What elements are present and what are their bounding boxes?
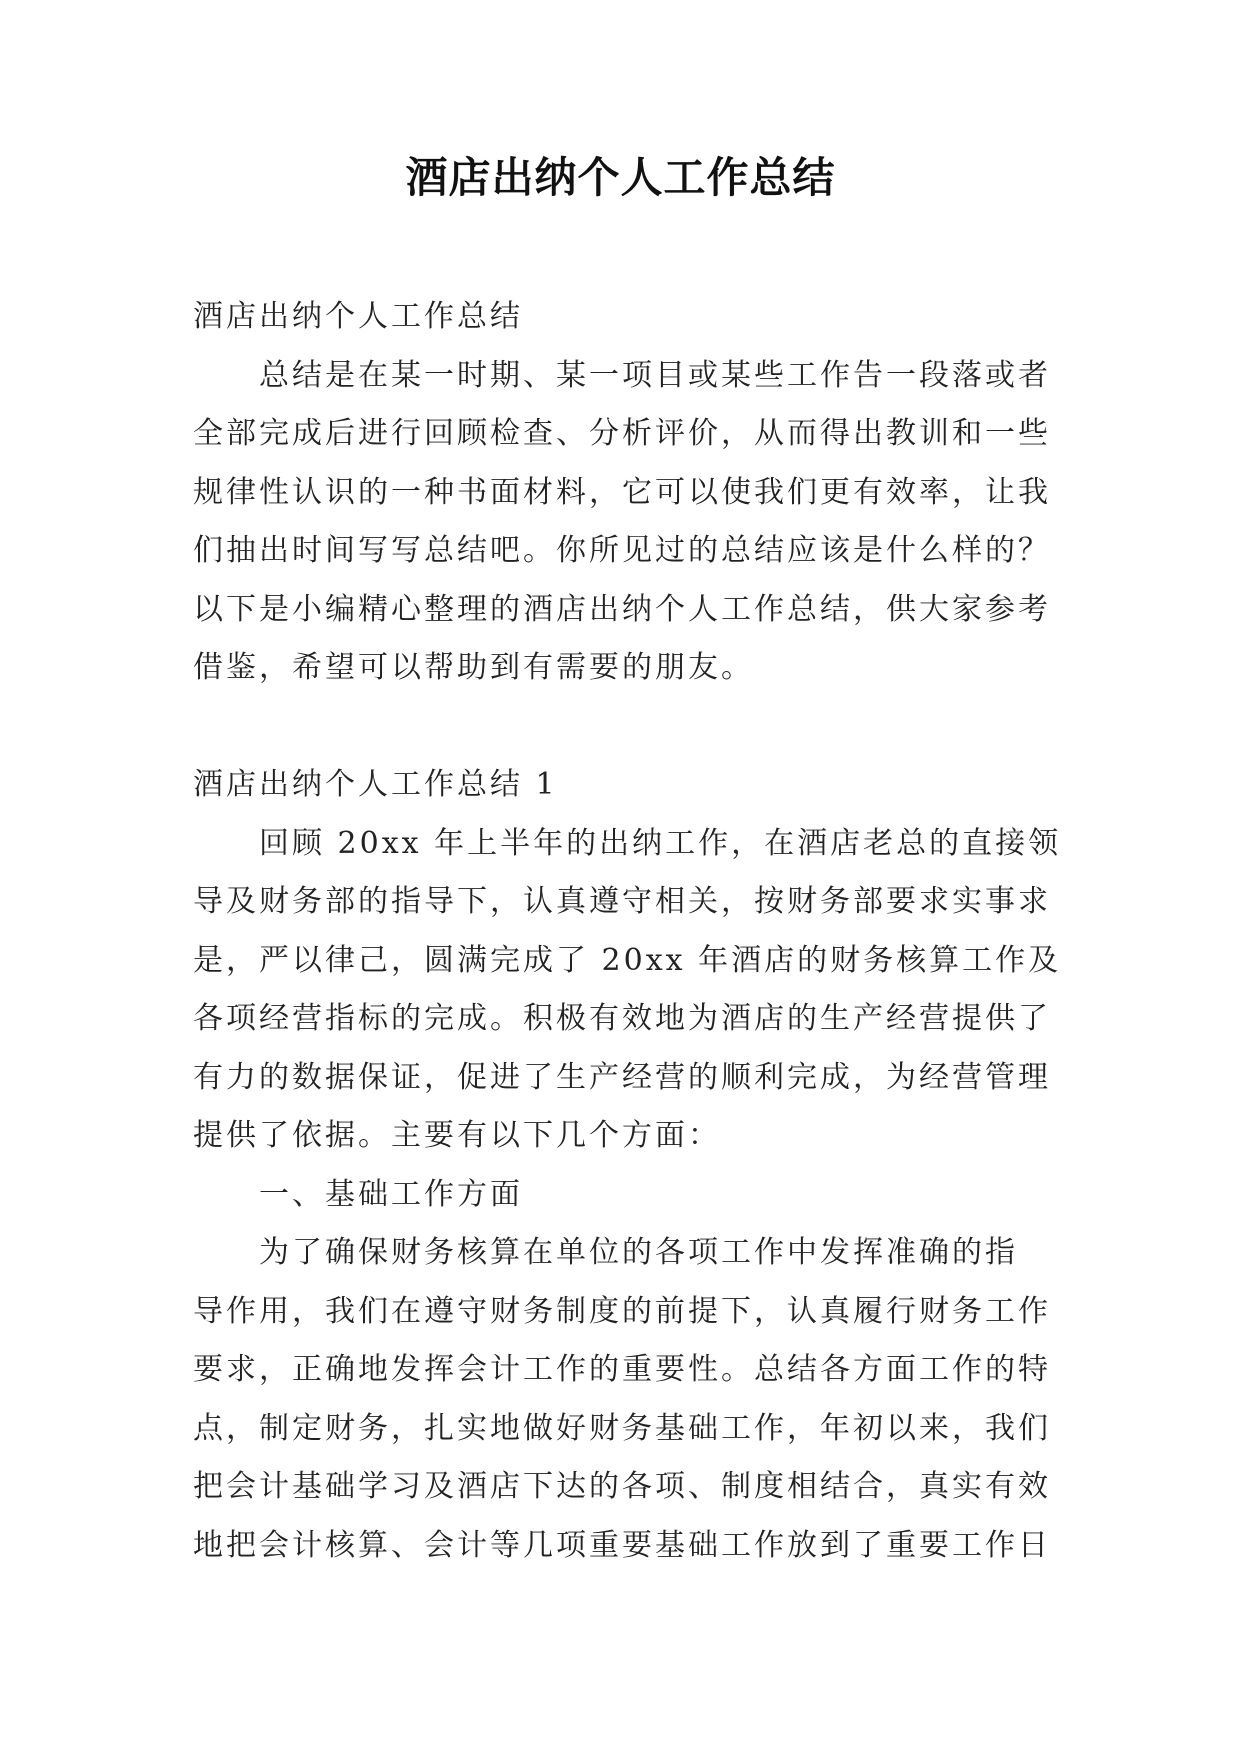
document-subtitle: 酒店出纳个人工作总结 (193, 299, 523, 334)
intro-line-1: 总结是在某一时期、某一项目或某些工作告一段落或者 (259, 357, 1051, 393)
intro-line-3: 规律性认识的一种书面材料，它可以使我们更有效率，让我 (193, 474, 1051, 510)
section-1-heading: 酒店出纳个人工作总结 1 (193, 767, 558, 802)
section-1-line-2: 导及财务部的指导下，认真遵守相关，按财务部要求实事求 (193, 884, 1051, 919)
subsection-1-line-4: 点，制定财务，扎实地做好财务基础工作，年初以来，我们 (193, 1410, 1051, 1446)
subsection-1-line-6: 地把会计核算、会计等几项重要基础工作放到了重要工作日 (193, 1527, 1051, 1563)
intro-line-6: 借鉴，希望可以帮助到有需要的朋友。 (193, 650, 754, 685)
section-1-line-5: 有力的数据保证，促进了生产经营的顺利完成，为经营管理 (193, 1059, 1051, 1095)
subsection-1-line-1: 为了确保财务核算在单位的各项工作中发挥准确的指 (259, 1235, 1018, 1270)
intro-line-5: 以下是小编精心整理的酒店出纳个人工作总结，供大家参考 (193, 591, 1051, 627)
document-body (193, 288, 1062, 1575)
intro-line-2: 全部完成后进行回顾检查、分析评价，从而得出教训和一些 (193, 416, 1051, 451)
subsection-1-line-5: 把会计基础学习及酒店下达的各项、制度相结合，真实有效 (193, 1469, 1051, 1504)
paragraph-gap (193, 698, 1053, 757)
subsection-1-line-2: 导作用，我们在遵守财务制度的前提下，认真履行财务工作 (193, 1293, 1051, 1329)
intro-line-4: 们抽出时间写写总结吧。你所见过的总结应该是什么样的？ (193, 533, 1051, 568)
subsection-1-line-3: 要求，正确地发挥会计工作的重要性。总结各方面工作的特 (193, 1352, 1051, 1387)
subheading-basic-work: 一、基础工作方面 (259, 1176, 523, 1212)
section-1-line-6: 提供了依据。主要有以下几个方面： (193, 1118, 721, 1153)
document-title: 酒店出纳个人工作总结 (405, 153, 836, 202)
section-1-line-1: 回顾 20xx 年上半年的出纳工作，在酒店老总的直接领 (259, 825, 1062, 861)
section-1-line-4: 各项经营指标的完成。积极有效地为酒店的生产经营提供了 (193, 1001, 1051, 1036)
section-1-line-3: 是，严以律己，圆满完成了 20xx 年酒店的财务核算工作及 (193, 942, 1062, 978)
